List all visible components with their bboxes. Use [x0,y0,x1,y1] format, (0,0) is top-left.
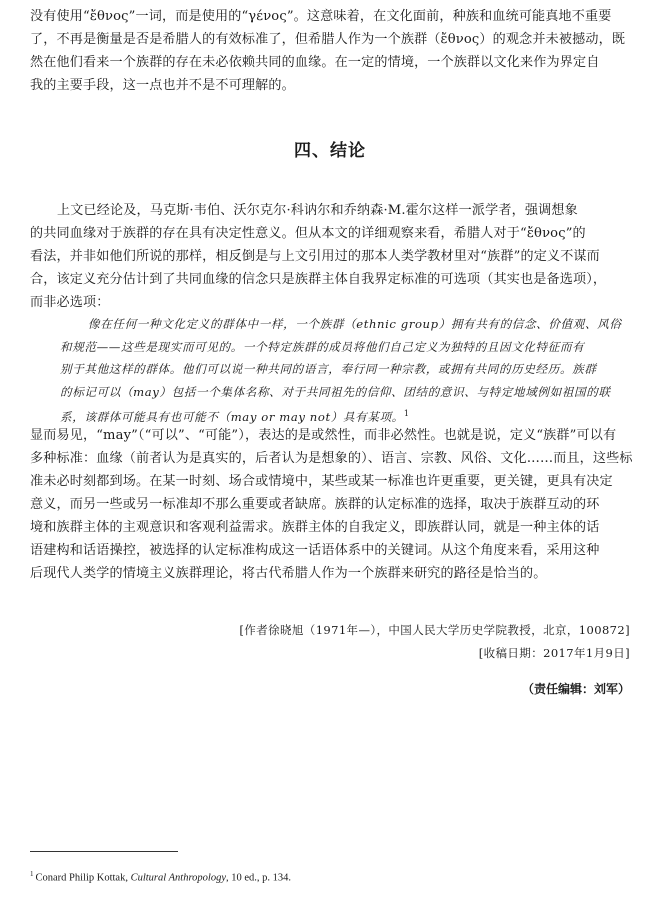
text-line: 语建构和话语操控，被选择的认定标准构成这一话语体系中的关键词。从这个角度来看，采用这种 [30,543,600,558]
author-note: [作者徐晓旭（1971年—），中国人民大学历史学院教授，北京，100872] [239,623,630,637]
quote-line: 像在任何一种文化定义的群体中一样，一个族群（ethnic group）拥有共有的信念、价值观、风俗 [88,317,622,331]
footnote-number: 1 [30,870,34,878]
text-line: 多种标准：血缘（前者认为是真实的，后者认为是想象的）、语言、宗教、风俗、文化……而且，这些标 [30,451,633,466]
text-line: 然在他们看来一个族群的存在未必依赖共同的血缘。在一定的情境，一个族群以文化来作为界定自 [30,55,600,70]
text-line: 没有使用“ἔθνος”一词，而是使用的“γένος”。这意味着，在文化面前，种族和血统可能真地不重要 [30,9,612,24]
quote-line: 的标记可以（may）包括一个集体名称、对于共同祖先的信仰、团结的意识、与特定地域例如祖国的联 [60,385,611,399]
text-line: 意义，而另一些或另一标准却不那么重要或者缺席。族群的认定标准的选择，取决于族群互动的环 [30,497,600,512]
footnote-divider [30,851,178,852]
section-heading: 四、结论 [294,141,366,161]
editor-note: （责任编辑：刘军） [521,682,630,696]
text-line: 后现代人类学的情境主义族群理论，将古代希腊人作为一个族群来研究的路径是恰当的。 [30,566,547,581]
text-line: 合，该定义充分估计到了共同血缘的信念只是族群主体自我界定标准的可选项（其实也是备选项）， [30,272,607,287]
footnote [30,870,291,884]
quote-line: 别于其他这样的群体。他们可以说一种共同的语言，奉行同一种宗教，或拥有共同的历史经历。族群 [60,362,597,376]
text-line: 看法，并非如他们所说的那样，相反倒是与上文引用过的那本人类学教材里对“族群”的定义不谋而 [30,249,600,264]
quote-line: 和规范——这些是现实而可见的。一个特定族群的成员将他们自己定义为独特的且因文化特征而有 [60,340,585,354]
text-line: 的共同血缘对于族群的存在具有决定性意义。但从本文的详细观察来看，希腊人对于“ἔθνος”的 [30,226,586,241]
quote-line [60,403,410,425]
text-line: 准未必时刻都到场。在某一时刻、场合或情境中，某些或某一标准也许更重要，更关键，更具有决定 [30,474,613,489]
text-line: 了，不再是衡量是否是希腊人的有效标准了，但希腊人作为一个族群（ἔθνος）的观念并未被撼动，既 [30,32,626,47]
footnote-book-title: Cultural Anthropology [130,872,226,884]
footnote-marker[interactable]: 1 [403,409,410,418]
text-line: 我的主要手段，这一点也并不是不可理解的。 [30,78,295,93]
text-line: 上文已经论及，马克斯·韦伯、沃尔克尔·科讷尔和乔纳森·M.霍尔这样一派学者，强调想象 [57,203,578,218]
footnote-details: , 10 ed., p. 134. [225,872,292,884]
text-line: 显而易见，“may”（“可以”、“可能”），表达的是或然性，而非必然性。也就是说，定义“族群”可以有 [30,428,617,443]
received-date: [收稿日期：2017年1月9日] [478,646,630,660]
quote-line-text: 系，该群体可能具有也可能不（may or may not）具有某项。 [60,409,404,424]
text-line: 境和族群主体的主观意识和客观利益需求。族群主体的自我定义，即族群认同，就是一种主体的话 [30,520,600,535]
footnote-author: Conard Philip Kottak, [35,872,131,884]
text-line: 而非必选项： [30,295,110,310]
